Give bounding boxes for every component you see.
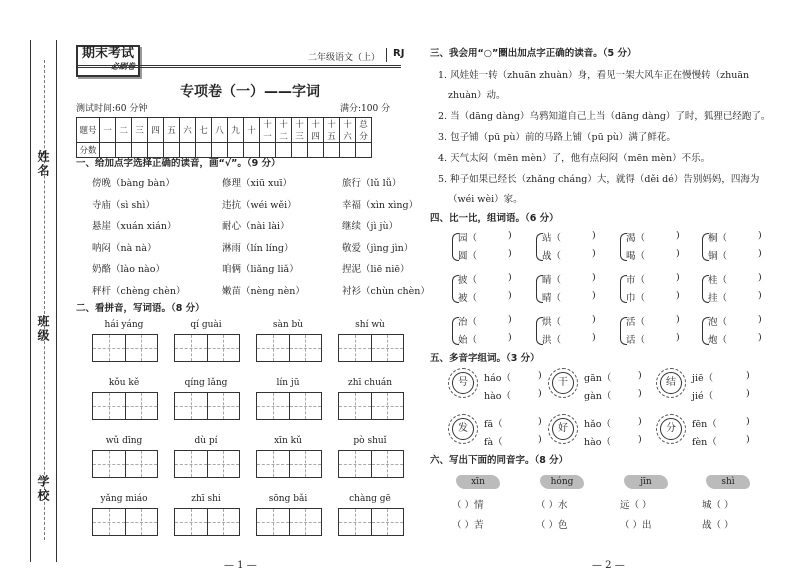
brace-mark [702,233,709,261]
answer-paren[interactable]: ) [676,314,680,325]
answer-paren[interactable]: ) [592,230,596,241]
writing-grid[interactable] [256,334,322,362]
grid-cell[interactable] [290,509,322,535]
score-header-cell: 十五 [324,118,340,143]
brace-mark [702,317,709,345]
reading-label: fèn（ [692,437,717,448]
writing-grid[interactable] [174,450,240,478]
score-header-cell: 二 [116,118,132,143]
writing-grid[interactable] [256,508,322,536]
reading-label: gàn（ [584,391,612,402]
reading-label: gān（ [584,373,612,384]
reading-label: jiē（ [692,373,714,384]
binding-line [30,40,31,562]
grid-cell[interactable] [93,451,126,477]
grid-cell[interactable] [372,393,404,419]
sentence-line[interactable]: 2. 当（dāng dàng）乌鸦知道自己上当（dāng dàng）了时，狐狸已经跑了。 [438,111,771,122]
score-cell[interactable] [292,143,308,158]
grid-cell[interactable] [126,509,158,535]
score-header-cell: 十六 [340,118,356,143]
header-rule [76,65,401,66]
pronunciation-item[interactable]: 傍晚（bàng bàn） [92,178,175,189]
answer-paren[interactable]: ) [508,248,512,259]
pinyin-label: pò shuǐ [353,436,387,446]
sentence-line[interactable]: 1. 风娃娃一转（zhuān zhuàn）身，看见一架大风车正在慢慢转（zhuān [438,70,750,81]
grid-cell[interactable] [175,509,208,535]
answer-paren[interactable]: ) [676,332,680,343]
compare-char: 披（ [458,275,478,286]
pinyin-label: wǔ dīng [105,436,143,446]
answer-paren[interactable]: ) [676,272,680,283]
brace-mark [536,233,543,261]
brace-mark [702,275,709,303]
homophone-blank[interactable]: （ ）出 [620,520,652,531]
pinyin-leaf: jīn [624,475,668,489]
sentence-line[interactable]: zhuàn）动。 [448,90,506,101]
homophone-blank[interactable]: 城（ ） [702,500,734,511]
grid-cell[interactable] [175,451,208,477]
score-table [76,117,372,158]
pinyin-label: shí wù [355,320,385,330]
grid-cell[interactable] [290,393,322,419]
answer-paren[interactable]: ) [592,272,596,283]
answer-paren[interactable]: ) [638,434,642,445]
answer-paren[interactable]: ) [758,230,762,241]
polyphone-char: 号 [452,372,474,394]
grid-cell[interactable] [372,451,404,477]
compare-char: 战（ [542,251,562,262]
compare-char: 喝（ [626,251,646,262]
reading-label: hǎo（ [584,419,612,430]
pronunciation-item[interactable]: 敬爱（jìng jìn） [342,242,414,254]
homophone-blank[interactable]: 远（ ） [620,500,652,511]
grid-cell[interactable] [93,335,126,361]
pinyin-label: zhī shi [191,494,221,504]
writing-grid[interactable] [338,334,404,362]
writing-grid[interactable] [174,392,240,420]
grid-cell[interactable] [93,509,126,535]
polyphone-char: 结 [660,372,682,394]
compare-char: 始（ [458,335,478,346]
score-header-cell: 七 [196,118,212,143]
pronunciation-item[interactable]: 咱俩（liǎng liǎ） [222,264,299,275]
grade-label: 二年级语文（上） [308,53,381,63]
header-rule [76,67,401,68]
pinyin-label: xīn kǔ [274,436,302,446]
score-header-cell: 八 [212,118,228,143]
writing-grid[interactable] [338,450,404,478]
score-cell[interactable] [340,143,356,158]
sentence-line[interactable]: （wéi wèi）家。 [448,194,523,205]
grid-cell[interactable] [339,335,372,361]
pinyin-label: chàng gē [349,494,391,504]
writing-grid[interactable] [174,508,240,536]
grid-cell[interactable] [372,335,404,361]
pinyin-leaf: hóng [540,475,584,489]
answer-paren[interactable]: ) [508,272,512,283]
section6-title: 六、写出下面的同音字。（8 分） [430,455,569,466]
grid-cell[interactable] [126,393,158,419]
sentence-line[interactable]: 5. 种子如果已经长（zhǎng cháng）大，就得（děi dé）告别妈妈，四海为 [438,174,760,185]
pronunciation-item[interactable]: 耐心（nài lài） [222,221,290,232]
pinyin-leaf: shì [706,475,750,489]
brace-mark [452,317,459,345]
grid-cell[interactable] [290,451,322,477]
grid-cell[interactable] [372,509,404,535]
compare-char: 园（ [458,233,478,244]
pinyin-label: qíng lǎng [184,378,228,388]
answer-paren[interactable]: ) [508,332,512,343]
section5-title: 五、多音字组词。（3 分） [430,353,540,364]
polyphone-char: 分 [660,418,682,440]
compare-char: 话（ [626,335,646,346]
compare-char: 烘（ [542,317,562,328]
answer-paren[interactable]: ) [592,248,596,259]
homophone-blank[interactable]: 战（ ） [702,520,734,531]
sentence-line[interactable]: 3. 包子铺（pū pù）前的马路上铺（pū pù）满了鲜花。 [438,132,676,143]
pronunciation-item[interactable]: 捏泥（liē niē） [342,264,410,275]
answer-paren[interactable]: ) [508,314,512,325]
grid-cell[interactable] [93,393,126,419]
answer-paren[interactable]: ) [538,388,542,399]
page-number: — 1 — [224,560,257,571]
class-label: 班级 [36,315,50,343]
compare-char: 市（ [626,275,646,286]
score-cell[interactable] [356,143,372,158]
grid-cell[interactable] [257,393,290,419]
brace-mark [536,275,543,303]
reading-label: hào（ [484,391,512,402]
school-label: 学校 [36,475,50,503]
edition-label: RJ [386,48,404,62]
full-score: 满分:100 分 [340,104,391,114]
answer-paren[interactable]: ) [638,416,642,427]
score-header-cell: 十二 [276,118,292,143]
grid-cell[interactable] [290,335,322,361]
score-cell[interactable] [324,143,340,158]
answer-paren[interactable]: ) [758,272,762,283]
score-header-cell: 总分 [356,118,372,143]
brace-mark [536,317,543,345]
pinyin-label: sàn bù [272,320,304,330]
pronunciation-item[interactable]: 衬衫（chùn chèn） [342,285,430,297]
exam-time: 测试时间:60 分钟 [76,104,148,114]
compare-char: 治（ [458,317,478,328]
grid-cell[interactable] [208,451,240,477]
score-cell[interactable] [308,143,324,158]
pinyin-label: qí guài [190,320,222,330]
answer-paren[interactable]: ) [758,248,762,259]
brace-mark [620,317,627,345]
grid-cell[interactable] [126,335,158,361]
pronunciation-item[interactable]: 修理（xiū xuī） [222,178,293,189]
reading-label: jié（ [692,391,714,402]
answer-paren[interactable]: ) [508,230,512,241]
score-header-cell: 五 [164,118,180,143]
compare-char: 桐（ [708,233,728,244]
compare-char: 渴（ [626,233,646,244]
answer-paren[interactable]: ) [538,370,542,381]
pronunciation-item[interactable]: 呐闷（nà nà） [92,242,157,254]
answer-paren[interactable]: ) [746,434,750,445]
section1-title: 一、给加点字选择正确的读音，画“√”。（9 分） [76,158,281,169]
grid-cell[interactable] [257,451,290,477]
answer-paren[interactable]: ) [592,290,596,301]
page-number: — 2 — [592,560,625,571]
page-title: 专项卷（一）——字词 [180,84,320,100]
answer-paren[interactable]: ) [638,370,642,381]
name-label: 姓名 [36,150,50,178]
compare-char: 挂（ [708,293,728,304]
grid-cell[interactable] [339,451,372,477]
pinyin-label: kǒu kě [108,378,140,388]
reading-label: háo（ [484,373,512,384]
compare-char: 睛（ [542,275,562,286]
answer-paren[interactable]: ) [746,416,750,427]
pinyin-label: sōng bǎi [268,494,308,504]
binding-line [56,40,57,562]
writing-grid[interactable] [338,508,404,536]
score-header-cell: 十一 [260,118,276,143]
score-header-cell: 十三 [292,118,308,143]
compare-char: 被（ [458,293,478,304]
score-row-label: 分数 [77,143,100,158]
pronunciation-item[interactable]: 嫩苗（nèng nèn） [222,285,305,297]
writing-grid[interactable] [338,392,404,420]
pronunciation-item[interactable]: 旅行（lǔ lǚ） [342,178,402,189]
polyphone-char: 好 [552,418,574,440]
answer-paren[interactable]: ) [538,434,542,445]
brace-mark [620,275,627,303]
grid-cell[interactable] [339,393,372,419]
answer-paren[interactable]: ) [508,290,512,301]
homophone-blank[interactable]: （ ）色 [536,520,568,531]
grid-cell[interactable] [175,393,208,419]
writing-grid[interactable] [256,450,322,478]
pinyin-label: dù pí [194,436,218,446]
compare-char: 圆（ [458,251,478,262]
score-header-cell: 三 [132,118,148,143]
answer-paren[interactable]: ) [746,370,750,381]
answer-paren[interactable]: ) [758,290,762,301]
writing-grid[interactable] [174,334,240,362]
score-header-cell: 十四 [308,118,324,143]
grid-cell[interactable] [208,393,240,419]
answer-paren[interactable]: ) [676,248,680,259]
answer-paren[interactable]: ) [676,230,680,241]
polyphone-char: 发 [452,418,474,440]
cut-line [44,60,45,540]
grid-cell[interactable] [208,335,240,361]
score-header-cell: 九 [228,118,244,143]
brace-mark [452,233,459,261]
pinyin-label: lín jū [276,378,300,388]
answer-paren[interactable]: ) [676,290,680,301]
homophone-blank[interactable]: （ ）水 [536,500,568,511]
compare-char: 晴（ [542,293,562,304]
writing-grid[interactable] [92,392,158,420]
answer-paren[interactable]: ) [746,388,750,399]
writing-grid[interactable] [92,334,158,362]
score-header-cell: 十 [244,118,260,143]
compare-char: 站（ [542,233,562,244]
grid-cell[interactable] [175,335,208,361]
pronunciation-item[interactable]: 违抗（wéi wěi） [222,199,297,211]
answer-paren[interactable]: ) [592,332,596,343]
brace-mark [620,233,627,261]
grid-cell[interactable] [257,509,290,535]
compare-char: 活（ [626,317,646,328]
section3-title: 三、我会用“○”圈出加点字正确的读音。（5 分） [430,48,637,59]
score-header-cell: 题号 [77,118,100,143]
brace-mark [452,275,459,303]
reading-label: fēn（ [692,419,717,430]
polyphone-char: 干 [552,372,574,394]
writing-grid[interactable] [92,508,158,536]
writing-grid[interactable] [256,392,322,420]
pronunciation-item[interactable]: 悬崖（xuán xián） [92,221,177,232]
section4-title: 四、比一比，组词语。（6 分） [430,213,559,224]
homophone-blank[interactable]: （ ）苦 [452,520,484,531]
answer-paren[interactable]: ) [638,388,642,399]
score-header-cell: 四 [148,118,164,143]
answer-paren[interactable]: ) [758,314,762,325]
answer-paren[interactable]: ) [538,416,542,427]
logo: 期末考试 必刷卷 [76,45,140,77]
compare-char: 巾（ [626,293,646,304]
grid-cell[interactable] [257,335,290,361]
pronunciation-item[interactable]: 寺庙（sì shì） [92,199,155,211]
section2-title: 二、看拼音，写词语。（8 分） [76,303,205,314]
grid-cell[interactable] [126,451,158,477]
writing-grid[interactable] [92,450,158,478]
pronunciation-item[interactable]: 幸福（xìn xìng） [342,199,419,211]
reading-label: hào（ [584,437,612,448]
compare-char: 铜（ [708,251,728,262]
grid-cell[interactable] [339,509,372,535]
answer-paren[interactable]: ) [592,314,596,325]
homophone-blank[interactable]: （ ）情 [452,500,484,511]
pronunciation-item[interactable]: 秤杆（chèng chèn） [92,285,186,297]
score-header-cell: 六 [180,118,196,143]
pronunciation-item[interactable]: 奶酪（lào nào） [92,264,165,275]
pronunciation-item[interactable]: 继续（jì jù） [342,221,399,232]
grid-cell[interactable] [208,509,240,535]
compare-char: 洪（ [542,335,562,346]
reading-label: fà（ [484,437,503,448]
compare-char: 泡（ [708,317,728,328]
pinyin-leaf: xīn [456,475,500,489]
sentence-line[interactable]: 4. 天气太闷（mēn mèn）了，他有点闷闷（mēn mèn）不乐。 [438,153,711,164]
pinyin-label: hái yáng [104,320,144,330]
reading-label: fā（ [484,419,503,430]
compare-char: 桂（ [708,275,728,286]
pinyin-label: yǎng miáo [100,494,148,504]
score-header-cell: 一 [100,118,116,143]
pronunciation-item[interactable]: 淋雨（lín líng） [222,242,294,254]
compare-char: 炮（ [708,335,728,346]
pinyin-label: zhī chuán [347,378,393,388]
answer-paren[interactable]: ) [758,332,762,343]
